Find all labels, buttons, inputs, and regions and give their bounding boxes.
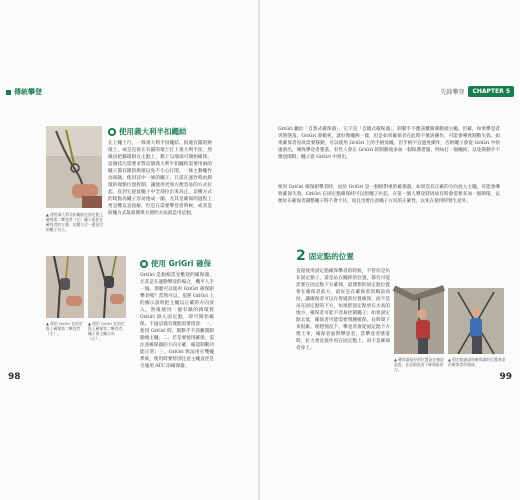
caption-grigri-b: ▲ 使用 GriGri 在固定點上確保第二攀登者，繩子與主繩方向（右）。 xyxy=(88,321,126,341)
photo-anchor-chest-image xyxy=(394,288,444,354)
section-bullet-icon xyxy=(140,260,148,268)
section-italian-hitch-title: 使用義大利半扣繩結 xyxy=(119,127,187,136)
right-body-paragraph-2: 使用 GriGri 確保跟攀者時，由於 GriGri 是一個相對重的確保器，如果沒有正確的方向放入主繩，可能會導致確保失效。GriGri 在固定點確保時可以把繩子拉起，在第一個人攀登時因故有時會需要多加一個鉤環，以便於在確保者調整繩子時不會卡住，而且也要注意繩子方向的正確性，以免在使用時發生意外。 xyxy=(278,185,500,204)
caption-grigri-a: ▲ 使用 GriGri 在固定點上確保第二攀登者（左）。 xyxy=(46,321,83,336)
left-running-head-text: 傳統攀登 xyxy=(14,88,42,96)
section-anchor-position-body: 直接使用固定點確保攀者的時候，不管你是吊在固定點上，還是站在繩距的位置，都有可能需要在固定點下方確保，最理想的固定點位置會在確保者前方，最好是在確保者的胸前高度，讓確保者可以在舒適的位置確保，而不是吊在固定點的下方，如果把固定點放在太高的地方，確保者可能不容易控制繩子；如果固定點太低，確保者可能需要彎腰確保，長時間下來很累。理想情況下，攀登者會從固定點下方爬上來，確保者面對攀登者，當攀登者墜落時，拉力會直接作用在固定點上，而不是確保者身上。 xyxy=(296,269,390,351)
photo-italian-hitch xyxy=(46,126,102,208)
section-italian-hitch-heading xyxy=(108,126,187,137)
section-italian-hitch-body: 在上繩上行，一條義大利半扣繩結、很適有錨的鉤環上，或是直接在有錨的環上打上義大利半扣，然後再把錨環掛在主點上，錯上勾端部可開始確保。這個技巧需要多對這個義大利半扣繩結需要用兩的繩子都有鎖的鉤環以免不小心打開，一條主動繩作為保險。使用其中一條的繩子，只需在運作時由鉤環的端點位置控制，讓使用更加方便容易的方式拉起，直到它從此繩子中全部拉出來為止。這種方式的缺點為繩子容易捲成一團，尤其是確保的過程上更是難以直接解，但是在需要攀登者時候，或者是結繩方式最最簡單方便的方法就是用這個。 xyxy=(108,141,212,216)
right-page xyxy=(260,0,520,500)
section-number: 2 xyxy=(296,248,306,264)
right-running-head-text: 先鋒攀登 xyxy=(440,89,465,96)
photo-italian-hitch-image xyxy=(46,126,102,208)
photo-grigri-b-image xyxy=(88,256,126,318)
section-grigri-heading xyxy=(140,258,211,269)
photo-grigri-b xyxy=(88,256,126,318)
section-grigri-title: 使用 GriGri 確保 xyxy=(151,259,212,268)
right-page-number: 99 xyxy=(499,372,512,382)
left-running-head xyxy=(6,87,42,97)
photo-anchor-chest xyxy=(394,288,444,354)
photo-grigri-a xyxy=(46,256,84,318)
section-bullet-icon xyxy=(108,128,116,136)
caption-italian-hitch: ▲ 使用義大利半扣繩結在固定點上確保第二攀登者（左）繩子需要在確保者的左邊。這種方法一邊是用的繩子為主。 xyxy=(46,212,104,232)
section-anchor-position-heading xyxy=(296,248,354,264)
chapter-badge: CHAPTER 5 xyxy=(468,86,514,97)
caption-anchor-chest: ▲ 確保器最好的位置是在胸前高度，在這個高度下確保最省力。 xyxy=(394,357,444,372)
photo-anchor-high-image xyxy=(448,288,504,354)
caption-anchor-high: ▲ 固定點過高時確保器的位置會高於確保者的頭部。 xyxy=(448,357,506,367)
right-body-paragraph-1: GriGri 屬於「自煞式確保器」，它不是「自鎖式確保器」，制動手不應該離開制動端主繩。但確，如果攀登者突然墜落，GriGri 會鎖死，就好像繩鉤一樣，但是如果確保者在此時不慎誤操作，可能會導致制動失效。如果確保者因故需要移動，可以使用 GriGri 上的手柄放繩，但手柄不宜過度操作，否則繩子會從 GriGri 中快速滑出，導致攀登者墜落。有些人會在 GriGri 的制動端多加一個保護措施，例如打一個繩結，以免制動手不慎放開時，繩子從 GriGri 中滑出。 xyxy=(278,127,500,160)
section-grigri-body: GriGri 是個相當受歡迎的確保器，尤其是在運動攀登的場合，機平人手一個。那麼可以使用 GriGri 確保跟攀者嗎？當然可以，依照 GriGri 上的圖示說明把主繩以正確的方向放入，然後使用一個有鎖的鉤環將 GriGri 掛入固定點，即可開始確保。不過這樣有幾點需要留意：一、使用 GriGri 時，制動手不該離開制動端主繩；二、若是要使用確保，需注意確保器的方向正確，確認制動功能正常；三、GriGri 無法用在雙繩系統，使用時要特別注意主繩直徑是否適用 ATC 的確保器。 xyxy=(140,273,214,369)
photo-anchor-high xyxy=(448,288,504,354)
header-marker-icon xyxy=(6,90,11,95)
section-anchor-position-title: 固定點的位置 xyxy=(308,251,354,261)
right-running-head xyxy=(440,86,514,97)
photo-grigri-a-image xyxy=(46,256,84,318)
left-page-number: 98 xyxy=(8,372,21,382)
